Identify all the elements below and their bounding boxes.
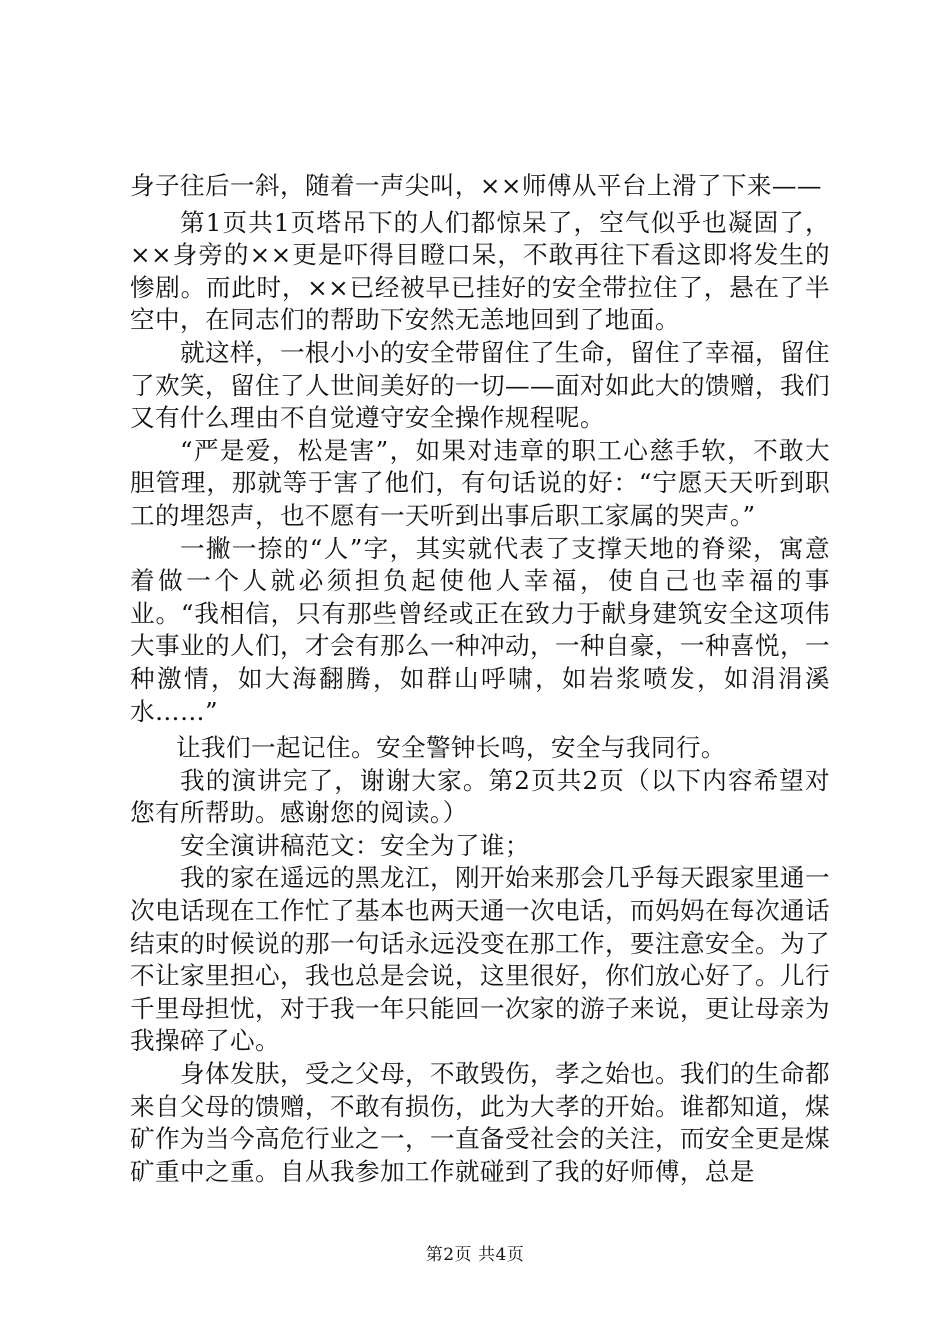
- paragraph-4: “严是爱，松是害”，如果对违章的职工心慈手软，不敢大胆管理，那就等于害了他们，有句话说的好：“宁愿天天听到职工的埋怨声，也不愿有一天听到出事后职工家属的哭声。”: [130, 435, 830, 530]
- paragraph-10: 身体发肤，受之父母，不敢毁伤，孝之始也。我们的生命都来自父母的馈赠，不敢有损伤，此为大孝的开始。谁都知道，煤矿作为当今高危行业之一，一直备受社会的关注，而安全更是煤矿重中之重。自从我参加工作就碰到了我的好师傅，总是: [130, 1059, 830, 1186]
- paragraph-6: 让我们一起记住。安全警钟长鸣，安全与我同行。: [176, 733, 726, 763]
- paragraph-7: 我的演讲完了，谢谢大家。第2页共2页（以下内容希望对您有所帮助。感谢您的阅读。）: [130, 765, 830, 828]
- paragraph-3: 就这样，一根小小的安全带留住了生命，留住了幸福，留住了欢笑，留住了人世间美好的一切——面对如此大的馈赠，我们又有什么理由不自觉遵守安全操作规程呢。: [130, 337, 830, 433]
- paragraph-9: 我的家在遥远的黑龙江，刚开始来那会几乎每天跟家里通一次电话现在工作忙了基本也两天通一次电话，而妈妈在每次通话结束的时候说的那一句话永远没变在那工作，要注意安全。为了不让家里担心，我也总是会说，这里很好，你们放心好了。儿行千里母担忧，对于我一年只能回一次家的游子来说，更让母亲为我操碎了心。: [130, 863, 830, 1056]
- page-footer: 第2页 共4页: [425, 1245, 525, 1265]
- paragraph-5: 一撇一捺的“人”字，其实就代表了支撑天地的脊梁，寓意着做一个人就必须担负起使他人幸福，使自己也幸福的事业。“我相信，只有那些曾经或正在致力于献身建筑安全这项伟大事业的人们，才会有那么一种冲动，一种自豪，一种喜悦，一种激情，如大海翻腾，如群山呼啸，如岩浆喷发，如涓涓溪水……”: [130, 533, 830, 726]
- document-body: [130, 170, 830, 1188]
- paragraph-8: 安全演讲稿范文：安全为了谁；: [180, 830, 530, 860]
- paragraph-2: 第1页共1页塔吊下的人们都惊呆了，空气似乎也凝固了，××身旁的××更是吓得目瞪口呆，不敢再往下看这即将发生的惨剧。而此时，××已经被早已挂好的安全带拉住了，悬在了半空中，在同志们的帮助下安然无恙地回到了地面。: [130, 207, 830, 335]
- paragraph-1: 身子往后一斜，随着一声尖叫，××师傅从平台上滑了下来——: [130, 171, 822, 200]
